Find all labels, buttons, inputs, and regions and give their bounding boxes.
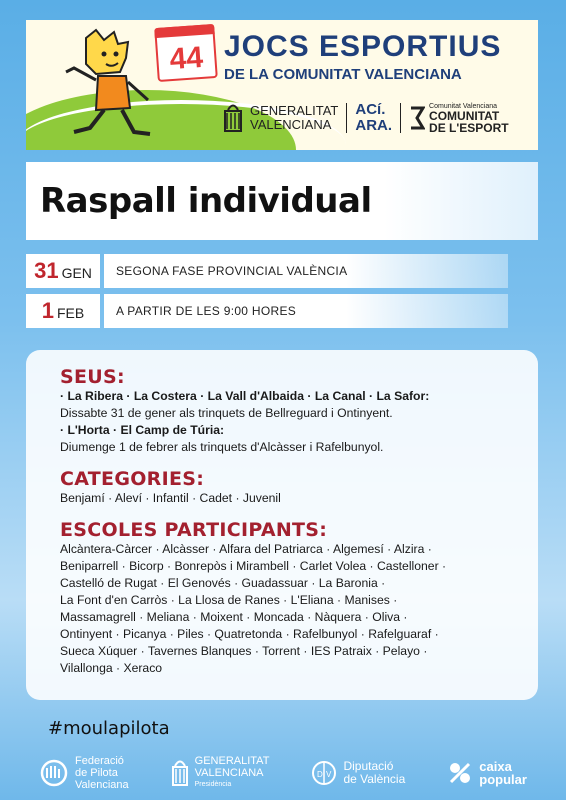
- aci-line2: ARA.: [355, 117, 393, 134]
- date-box: [26, 294, 100, 328]
- gva-footer-line2: VALENCIANA: [194, 767, 264, 779]
- cp-line1: caixa: [479, 759, 512, 774]
- info-card: [26, 350, 538, 700]
- gva-line1: GENERALITAT: [250, 103, 339, 118]
- hashtag: #moulapilota: [48, 718, 170, 739]
- escoles-line: Massamagrell · Meliana · Moixent · Moncada · Nàquera · Oliva ·: [60, 610, 408, 624]
- diputacio-logo: [311, 760, 405, 786]
- date-info: A PARTIR DE LES 9:00 HORES: [104, 294, 508, 328]
- gva-shield-icon: [171, 757, 189, 789]
- categories-text: Benjamí · Aleví · Infantil · Cadet · Juvenil: [60, 491, 281, 505]
- escoles-line: Alcàntera-Càrcer · Alcàsser · Alfara del Patriarca · Algemesí · Alzira ·: [60, 542, 432, 556]
- gva-shield-icon: [222, 101, 244, 135]
- gva-footer-line1: GENERALITAT: [194, 755, 270, 767]
- escoles-line: Sueca Xúquer · Tavernes Blanques · Torrent · IES Patraix · Pelayo ·: [60, 644, 428, 658]
- aci-line1: ACí.: [355, 101, 386, 118]
- date-row: [26, 294, 508, 328]
- date-month: GEN: [61, 265, 92, 281]
- cde-small: Comunitat Valenciana: [429, 102, 498, 110]
- date-box: [26, 254, 100, 288]
- dv-line1: Diputació: [343, 759, 394, 773]
- comunitat-esport-logo: [409, 103, 509, 134]
- fpv-line3: Valenciana: [75, 779, 129, 791]
- seus-line: · L'Horta · El Camp de Túria:: [60, 423, 225, 437]
- cde-line1: COMUNITAT: [429, 108, 500, 123]
- date-month: FEB: [57, 305, 85, 321]
- date-row: [26, 254, 508, 288]
- caixa-popular-logo: [447, 760, 527, 786]
- seus-line: Dissabte 31 de gener als trinquets de Bellreguard i Ontinyent.: [60, 406, 393, 420]
- escoles-line: Vilallonga · Xeraco: [60, 661, 163, 675]
- gva-footer-line3: Presidència: [194, 781, 232, 788]
- title-bar: [26, 162, 538, 240]
- seus-line: Diumenge 1 de febrer als trinquets d'Alcàsser i Rafelbunyol.: [60, 440, 384, 454]
- footer-logos: [0, 746, 566, 800]
- escoles-title: ESCOLES PARTICIPANTS:: [60, 519, 328, 541]
- cde-line2: DE L'ESPORT: [429, 120, 509, 135]
- seus-title: SEUS:: [60, 366, 125, 388]
- divider: [400, 103, 401, 133]
- cp-line2: popular: [479, 772, 527, 787]
- date-day: 1: [41, 298, 54, 323]
- cde-mark-icon: [409, 104, 425, 132]
- svg-text:D: D: [317, 770, 324, 779]
- date-info: SEGONA FASE PROVINCIAL VALÈNCIA: [104, 254, 508, 288]
- seus-line: · La Ribera · La Costera · La Vall d'Albaida · La Canal · La Safor:: [60, 389, 430, 403]
- escoles-line: Castelló de Rugat · El Genovés · Guadassuar · La Baronia ·: [60, 576, 386, 590]
- event-subtitle: DE LA COMUNITAT VALENCIANA: [224, 66, 462, 83]
- fpv-line1: Federació: [75, 755, 124, 767]
- escoles-line: La Font d'en Carròs · La Llosa de Ranes · L'Eliana · Manises ·: [60, 593, 398, 607]
- gva-logo: [222, 101, 338, 135]
- pilota-hand-icon: [39, 758, 69, 788]
- page-title: Raspall individual: [40, 181, 372, 221]
- sponsor-logos: [222, 98, 509, 138]
- escoles-line: Beniparrell · Bicorp · Bonrepòs i Mirambell · Carlet Volea · Castelloner ·: [60, 559, 447, 573]
- gva-line2: VALENCIANA: [250, 117, 332, 132]
- escoles-line: Ontinyent · Picanya · Piles · Quatretonda · Rafelbunyol · Rafelguaraf ·: [60, 627, 439, 641]
- event-title: JOCS ESPORTIUS: [224, 30, 502, 63]
- fpv-line2: de Pilota: [75, 767, 118, 779]
- date-day: 31: [34, 258, 59, 283]
- header-banner: [26, 20, 538, 150]
- edition-number: 44: [168, 40, 205, 77]
- svg-text:V: V: [326, 770, 332, 779]
- aci-ara-logo: [355, 102, 392, 134]
- fpv-logo: [39, 755, 129, 791]
- categories-title: CATEGORIES:: [60, 468, 205, 490]
- edition-badge: [154, 24, 218, 82]
- dv-line2: de València: [343, 772, 406, 786]
- caixa-popular-icon: [447, 760, 473, 786]
- mascot-runner-icon: [56, 28, 166, 150]
- gva-footer-logo: [171, 755, 270, 791]
- dv-icon: [311, 760, 337, 786]
- divider: [346, 103, 347, 133]
